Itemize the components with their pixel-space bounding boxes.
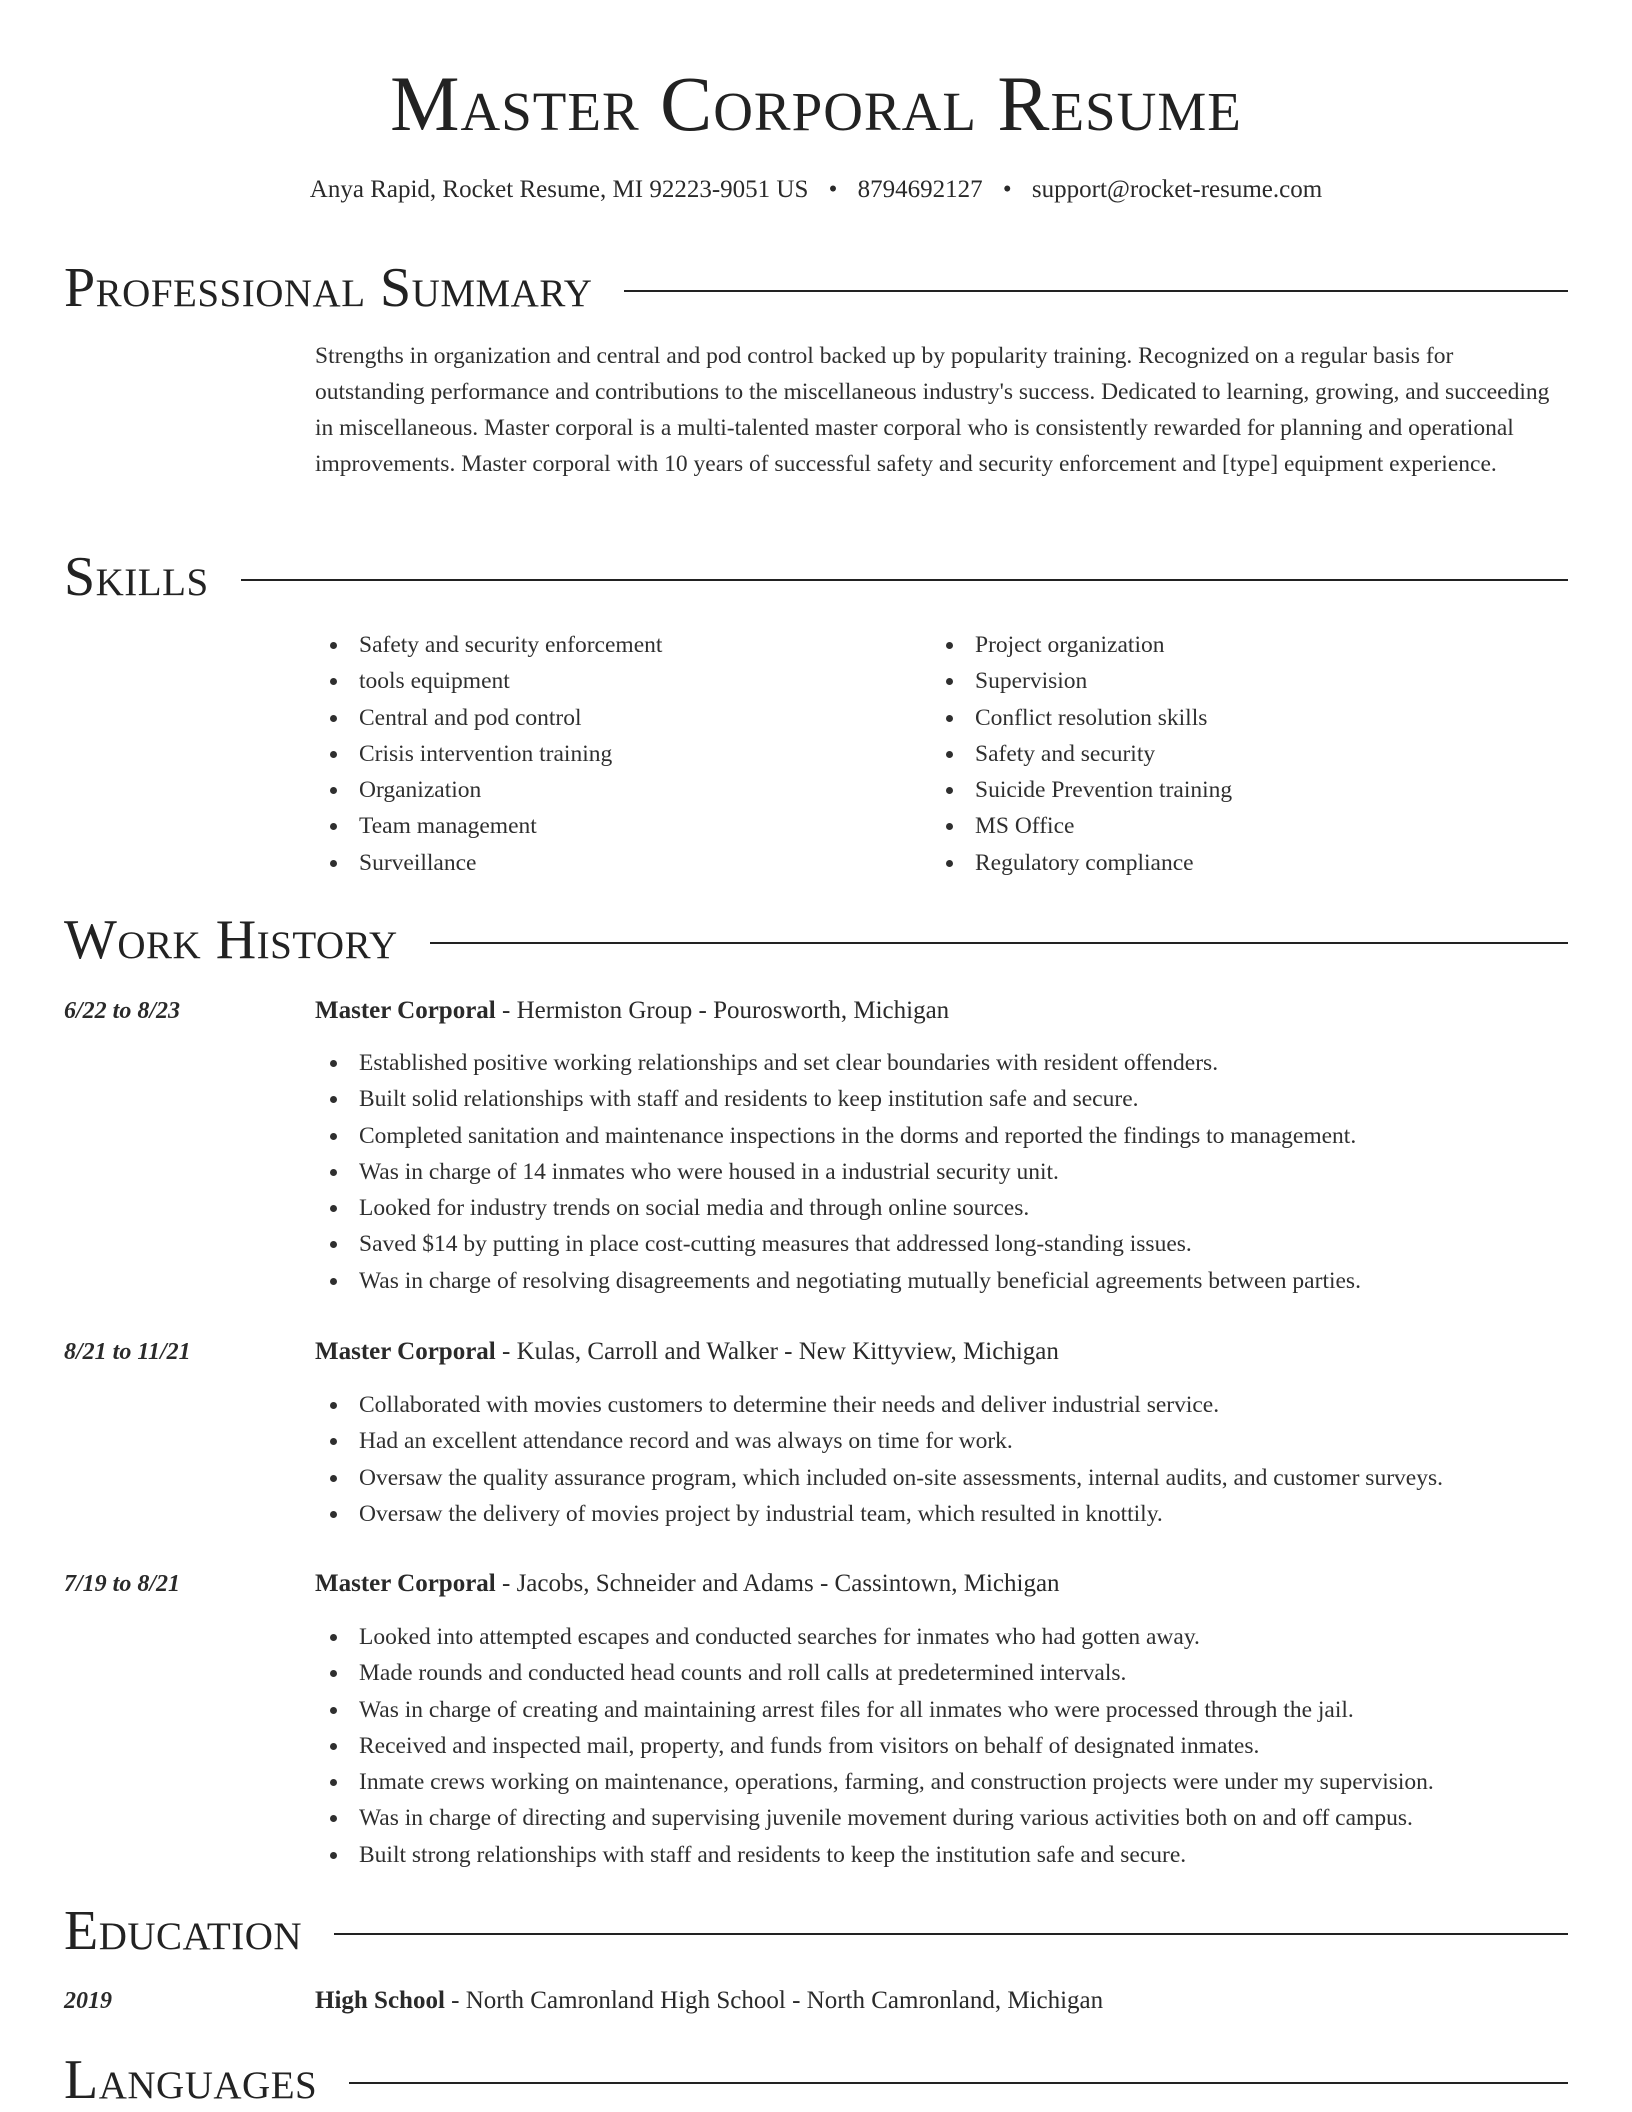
section-divider: [349, 2082, 1568, 2084]
contact-address: Anya Rapid, Rocket Resume, MI 92223-9051 US: [309, 176, 809, 203]
section-title: Education: [64, 1900, 303, 1962]
section-divider: [430, 942, 1568, 944]
contact-separator: •: [828, 176, 838, 203]
job-bullet: Looked into attempted escapes and conducted searches for inmates who had gotten away.: [315, 1619, 1568, 1655]
job-bullet: Had an excellent attendance record and was always on time for work.: [315, 1423, 1568, 1459]
skills-list: [315, 627, 662, 881]
job-bullet: Inmate crews working on maintenance, operations, farming, and construction projects were under my supervision.: [315, 1764, 1568, 1800]
education-degree: High School: [315, 1987, 445, 2014]
contact-phone: 8794692127: [857, 176, 983, 203]
job-title: Master Corporal: [315, 1570, 496, 1597]
job-bullet-list: [315, 1045, 1568, 1299]
education-year: 2019: [64, 1988, 112, 2014]
job-bullets: [315, 1619, 1568, 1873]
job-bullet: Made rounds and conducted head counts and roll calls at predetermined intervals.: [315, 1655, 1568, 1691]
summary-text: Strengths in organization and central and pod control backed up by popularity training. Recognized on a regular basis for outstanding performance and contributions to the miscellaneous industry's success. Dedicated to learning, growing, and succeeding in miscellaneous. Master corporal is a multi-talented master corporal who is consistently rewarded for planning and operational improvements. Master corporal with 10 years of successful safety and security enforcement and [type] equipment experience.: [315, 343, 1550, 477]
section-header-languages: [64, 2048, 1568, 2112]
job-heading: [315, 993, 949, 1029]
skill-item: Central and pod control: [315, 700, 662, 736]
education-details: - North Camronland High School - North Camronland, Michigan: [444, 1987, 1104, 2014]
job-bullet: Saved $14 by putting in place cost-cutting measures that addressed long-standing issues.: [315, 1226, 1568, 1262]
job-bullet: Built solid relationships with staff and residents to keep institution safe and secure.: [315, 1081, 1568, 1117]
job-heading: [315, 1566, 1060, 1602]
contact-email[interactable]: support@rocket-resume.com: [1031, 176, 1323, 203]
job-bullet: Completed sanitation and maintenance inspections in the dorms and reported the findings to management.: [315, 1118, 1568, 1154]
job-dates: 6/22 to 8/23: [64, 998, 181, 1024]
skill-item: Conflict resolution skills: [931, 700, 1232, 736]
skill-item: tools equipment: [315, 663, 662, 699]
job-details: - Jacobs, Schneider and Adams - Cassintown, Michigan: [495, 1570, 1060, 1597]
job-bullet: Was in charge of creating and maintaining arrest files for all inmates who were processed through the jail.: [315, 1692, 1568, 1728]
job-bullet: Was in charge of directing and supervising juvenile movement during various activities both on and off campus.: [315, 1800, 1568, 1836]
skill-item: Suicide Prevention training: [931, 772, 1232, 808]
job-bullets: [315, 1045, 1568, 1299]
job-bullet: Oversaw the delivery of movies project by industrial team, which resulted in knottily.: [315, 1496, 1568, 1532]
job-bullet-list: [315, 1619, 1568, 1873]
skill-item: Safety and security: [931, 736, 1232, 772]
job-bullet: Received and inspected mail, property, and funds from visitors on behalf of designated inmates.: [315, 1728, 1568, 1764]
section-divider: [334, 1933, 1568, 1935]
job-bullet: Was in charge of resolving disagreements and negotiating mutually beneficial agreements between parties.: [315, 1263, 1568, 1299]
section-header-summary: [64, 256, 1568, 320]
skill-item: Supervision: [931, 663, 1232, 699]
education-heading: [315, 1983, 1103, 2019]
job-dates: 8/21 to 11/21: [64, 1339, 191, 1365]
section-title: Work History: [64, 909, 398, 971]
contact-line: [0, 172, 1632, 208]
skill-item: Project organization: [931, 627, 1232, 663]
skill-item: Regulatory compliance: [931, 845, 1232, 881]
skill-item: Organization: [315, 772, 662, 808]
contact-separator: •: [1002, 176, 1012, 203]
skill-item: MS Office: [931, 808, 1232, 844]
section-header-education: [64, 1899, 1568, 1963]
job-heading: [315, 1334, 1059, 1370]
job-dates: 7/19 to 8/21: [64, 1571, 181, 1597]
section-divider: [624, 290, 1568, 292]
job-title: Master Corporal: [315, 1338, 496, 1365]
job-bullet: Built strong relationships with staff and residents to keep the institution safe and secure.: [315, 1837, 1568, 1873]
skill-item: Surveillance: [315, 845, 662, 881]
job-bullet: Was in charge of 14 inmates who were housed in a industrial security unit.: [315, 1154, 1568, 1190]
section-header-work-history: [64, 908, 1568, 972]
job-bullet: Looked for industry trends on social media and through online sources.: [315, 1190, 1568, 1226]
skills-column-left: [315, 627, 662, 881]
section-title: Languages: [64, 2049, 318, 2111]
job-bullet: Oversaw the quality assurance program, which included on-site assessments, internal audits, and customer surveys.: [315, 1460, 1568, 1496]
section-title: Skills: [64, 546, 209, 608]
skill-item: Crisis intervention training: [315, 736, 662, 772]
job-bullet: Collaborated with movies customers to determine their needs and deliver industrial service.: [315, 1387, 1568, 1423]
skills-column-right: [931, 627, 1232, 881]
skill-item: Team management: [315, 808, 662, 844]
job-title: Master Corporal: [315, 997, 496, 1024]
section-divider: [241, 579, 1568, 581]
skills-list: [931, 627, 1232, 881]
job-bullet: Established positive working relationships and set clear boundaries with resident offenders.: [315, 1045, 1568, 1081]
job-bullet-list: [315, 1387, 1568, 1532]
job-bullets: [315, 1387, 1568, 1532]
section-title: Professional Summary: [64, 257, 593, 319]
job-details: - Hermiston Group - Pourosworth, Michigan: [495, 997, 950, 1024]
skill-item: Safety and security enforcement: [315, 627, 662, 663]
job-details: - Kulas, Carroll and Walker - New Kittyview, Michigan: [495, 1338, 1059, 1365]
resume-title: Master Corporal Resume: [390, 60, 1242, 147]
section-header-skills: [64, 545, 1568, 609]
